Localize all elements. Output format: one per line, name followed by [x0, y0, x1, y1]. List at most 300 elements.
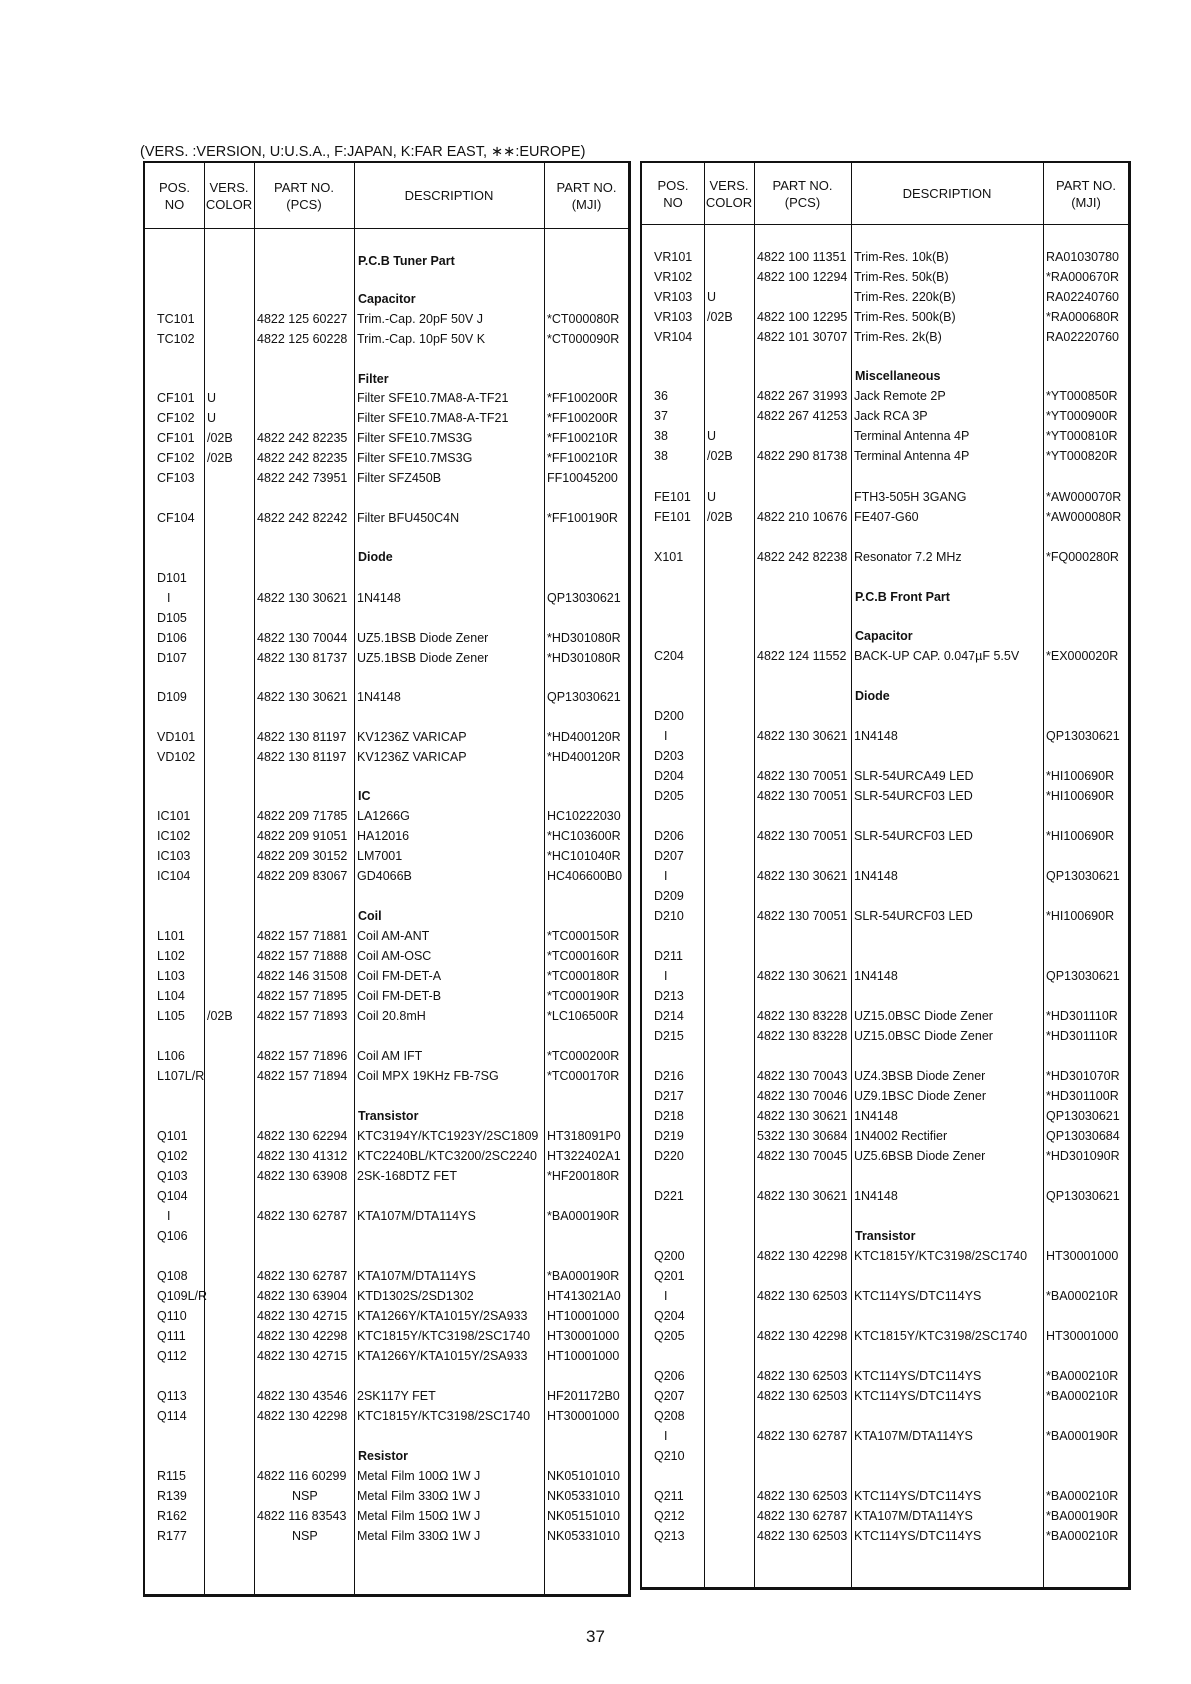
- cell-mji: *YT000820R: [1046, 449, 1118, 463]
- cell-desc: 1N4148: [854, 869, 898, 883]
- cell-mji: HT413021A0: [547, 1289, 621, 1303]
- header-pos: POS. NO: [657, 177, 689, 210]
- cell-pcs: 4822 146 31508: [257, 969, 348, 983]
- cell-pcs: 4822 116 60299: [257, 1469, 347, 1483]
- table-row: [145, 608, 628, 628]
- cell-mji: *FF100210R: [547, 451, 618, 465]
- cell-mji: *HD301100R: [1046, 1089, 1119, 1103]
- cell-pos: Q109L/R: [157, 1289, 208, 1303]
- table-row: [642, 1506, 1128, 1526]
- table-row: [642, 487, 1128, 507]
- cell-pos: Q213: [654, 1529, 685, 1543]
- right-parts-table: [640, 161, 1131, 1590]
- cell-desc: Filter BFU450C4N: [357, 511, 460, 525]
- table-row: [642, 786, 1128, 806]
- cell-mji: *FF100210R: [547, 431, 618, 445]
- cell-mji: *BA000210R: [1046, 1529, 1119, 1543]
- cell-pos: D217: [654, 1089, 684, 1103]
- cell-pcs: 4822 130 30621: [757, 1109, 848, 1123]
- cell-mji: *HD301110R: [1046, 1009, 1118, 1023]
- cell-mji: *TC000190R: [547, 989, 620, 1003]
- table-row: [642, 1006, 1128, 1026]
- cell-pos: D107: [157, 651, 187, 665]
- table-row: [145, 687, 628, 707]
- table-row: [145, 1306, 628, 1326]
- cell-pcs: 4822 209 83067: [257, 869, 348, 883]
- table-row: [145, 1006, 628, 1026]
- section-header-row: [642, 366, 1128, 386]
- section-header-row: [642, 626, 1128, 646]
- cell-mji: *FF100200R: [547, 411, 618, 425]
- section-title: Filter: [358, 372, 389, 386]
- cell-desc: KTA107M/DTA114YS: [357, 1209, 476, 1223]
- cell-pcs: 4822 130 62503: [757, 1489, 848, 1503]
- section-header-row: [145, 786, 628, 806]
- table-row: [642, 1306, 1128, 1326]
- cell-desc: SLR-54URCA49 LED: [854, 769, 974, 783]
- table-row: [145, 1286, 628, 1306]
- cell-desc: Filter SFZ450B: [357, 471, 442, 485]
- cell-mji: RA02220760: [1046, 330, 1119, 344]
- cell-pos: R115: [157, 1469, 186, 1483]
- cell-pos: I: [664, 729, 668, 743]
- cell-mji: *BA000210R: [1046, 1369, 1119, 1383]
- cell-mji: *HD301110R: [1046, 1029, 1118, 1043]
- table-row: [642, 726, 1128, 746]
- table-row: [642, 1066, 1128, 1086]
- table-row: [642, 1186, 1128, 1206]
- cell-vers: U: [707, 490, 717, 504]
- cell-pos: L102: [157, 949, 185, 963]
- cell-mji: HT30001000: [547, 1409, 620, 1423]
- cell-pcs: 4822 290 81738: [757, 449, 848, 463]
- cell-mji: *TC000170R: [547, 1069, 620, 1083]
- section-title: IC: [358, 789, 371, 803]
- cell-pcs: 4822 130 70051: [757, 909, 848, 923]
- cell-mji: *BA000210R: [1046, 1489, 1119, 1503]
- cell-pcs: 4822 130 30621: [757, 729, 848, 743]
- cell-mji: *TC000160R: [547, 949, 620, 963]
- table-row: [145, 1226, 628, 1246]
- cell-pos: Q201: [654, 1269, 685, 1283]
- cell-mji: *HD301080R: [547, 631, 621, 645]
- cell-pos: VR103: [654, 310, 693, 324]
- cell-pos: TC101: [157, 312, 195, 326]
- cell-pcs: 4822 130 63908: [257, 1169, 348, 1183]
- cell-pcs: 4822 130 62503: [757, 1389, 848, 1403]
- section-title: Transistor: [855, 1229, 916, 1243]
- cell-pos: D101: [157, 571, 187, 585]
- cell-pos: VR101: [654, 250, 693, 264]
- cell-pos: Q208: [654, 1409, 685, 1423]
- header-pcs: PART NO. (PCS): [772, 177, 833, 210]
- cell-pcs: 4822 157 71888: [257, 949, 348, 963]
- table-row: [642, 1326, 1128, 1346]
- cell-pcs: 4822 157 71893: [257, 1009, 348, 1023]
- cell-desc: 1N4148: [854, 1189, 898, 1203]
- cell-desc: KTC114YS/DTC114YS: [854, 1489, 982, 1503]
- cell-mji: *BA000190R: [547, 1269, 620, 1283]
- table-row: [642, 386, 1128, 406]
- cell-desc: Trim.-Cap. 10pF 50V K: [357, 332, 486, 346]
- cell-desc: Filter SFE10.7MA8-A-TF21: [357, 411, 509, 425]
- cell-pos: D219: [654, 1129, 684, 1143]
- cell-desc: Coil FM-DET-B: [357, 989, 442, 1003]
- cell-mji: *FQ000280R: [1046, 550, 1119, 564]
- cell-desc: KV1236Z VARICAP: [357, 730, 467, 744]
- cell-pos: VD102: [157, 750, 196, 764]
- cell-desc: UZ5.6BSB Diode Zener: [854, 1149, 986, 1163]
- cell-pos: D106: [157, 631, 187, 645]
- table-row: [145, 628, 628, 648]
- table-row: [145, 727, 628, 747]
- section-header-row: [145, 906, 628, 926]
- right-table-header: [642, 163, 1128, 225]
- cell-pcs: NSP: [292, 1489, 318, 1503]
- cell-desc: 2SK117Y FET: [357, 1389, 436, 1403]
- cell-desc: Metal Film 330Ω 1W J: [357, 1529, 481, 1543]
- cell-mji: *YT000810R: [1046, 429, 1118, 443]
- cell-mji: *CT000090R: [547, 332, 620, 346]
- cell-pos: CF102: [157, 451, 195, 465]
- cell-desc: KTA107M/DTA114YS: [854, 1429, 973, 1443]
- left-table-header: [145, 163, 628, 229]
- cell-vers: U: [207, 411, 217, 425]
- cell-pcs: 4822 130 42298: [757, 1329, 848, 1343]
- cell-pcs: 4822 130 30621: [257, 690, 348, 704]
- cell-mji: *HI100690R: [1046, 909, 1115, 923]
- cell-vers: U: [207, 391, 217, 405]
- cell-desc: Jack RCA 3P: [854, 409, 928, 423]
- cell-pcs: 4822 209 71785: [257, 809, 348, 823]
- cell-mji: NK05331010: [547, 1529, 620, 1543]
- cell-vers: U: [707, 429, 717, 443]
- table-row: [145, 388, 628, 408]
- table-row: [145, 926, 628, 946]
- cell-pcs: 4822 130 81197: [257, 750, 347, 764]
- section-title: Capacitor: [855, 629, 913, 643]
- cell-mji: *HI100690R: [1046, 769, 1115, 783]
- table-row: [145, 648, 628, 668]
- cell-desc: KTD1302S/2SD1302: [357, 1289, 474, 1303]
- cell-mji: *HF200180R: [547, 1169, 620, 1183]
- table-row: [642, 826, 1128, 846]
- table-row: [642, 886, 1128, 906]
- cell-pos: L104: [157, 989, 185, 1003]
- cell-pcs: 4822 130 83228: [757, 1029, 848, 1043]
- cell-desc: 1N4002 Rectifier: [854, 1129, 948, 1143]
- table-row: [145, 309, 628, 329]
- cell-pos: TC102: [157, 332, 195, 346]
- cell-vers: /02B: [707, 310, 733, 324]
- cell-mji: HT10001000: [547, 1349, 620, 1363]
- cell-mji: QP13030621: [1046, 869, 1120, 883]
- cell-desc: KTC1815Y/KTC3198/2SC1740: [854, 1249, 1028, 1263]
- cell-pos: Q211: [654, 1489, 684, 1503]
- cell-pos: 38: [654, 449, 668, 463]
- cell-mji: *YT000850R: [1046, 389, 1118, 403]
- table-row: [642, 1106, 1128, 1126]
- cell-pos: I: [664, 1289, 668, 1303]
- table-row: [642, 247, 1128, 267]
- cell-desc: SLR-54URCF03 LED: [854, 909, 973, 923]
- cell-mji: *HD400120R: [547, 730, 621, 744]
- cell-pos: C204: [654, 649, 684, 663]
- cell-pos: D220: [654, 1149, 684, 1163]
- cell-pos: Q204: [654, 1309, 685, 1323]
- cell-pcs: 4822 100 12295: [757, 310, 848, 324]
- cell-pcs: 4822 116 83543: [257, 1509, 347, 1523]
- cell-mji: *RA000670R: [1046, 270, 1119, 284]
- cell-pcs: 5322 130 30684: [757, 1129, 848, 1143]
- cell-desc: HA12016: [357, 829, 410, 843]
- cell-mji: *HD301090R: [1046, 1149, 1120, 1163]
- cell-pcs: 4822 125 60228: [257, 332, 348, 346]
- cell-pcs: 4822 130 81197: [257, 730, 347, 744]
- cell-mji: *BA000190R: [547, 1209, 620, 1223]
- cell-pcs: 4822 125 60227: [257, 312, 348, 326]
- section-header-row: [145, 1446, 628, 1466]
- cell-pos: I: [167, 591, 171, 605]
- cell-mji: QP13030621: [1046, 969, 1120, 983]
- cell-pcs: 4822 157 71881: [257, 929, 348, 943]
- cell-mji: *BA000210R: [1046, 1289, 1119, 1303]
- table-row: [642, 1266, 1128, 1286]
- cell-desc: Trim-Res. 500k(B): [854, 310, 956, 324]
- cell-desc: KTC1815Y/KTC3198/2SC1740: [357, 1329, 531, 1343]
- cell-pcs: 4822 242 82242: [257, 511, 348, 525]
- cell-pcs: 4822 130 83228: [757, 1009, 848, 1023]
- cell-desc: Trim-Res. 50k(B): [854, 270, 949, 284]
- table-row: [145, 448, 628, 468]
- cell-desc: KTA107M/DTA114YS: [357, 1269, 476, 1283]
- cell-pos: Q102: [157, 1149, 188, 1163]
- table-row: [642, 866, 1128, 886]
- cell-pos: Q106: [157, 1229, 188, 1243]
- table-row: [145, 966, 628, 986]
- cell-pcs: 4822 130 62787: [257, 1209, 348, 1223]
- cell-desc: Metal Film 150Ω 1W J: [357, 1509, 481, 1523]
- section-title: Capacitor: [358, 292, 416, 306]
- table-row: [642, 1386, 1128, 1406]
- table-row: [642, 307, 1128, 327]
- cell-desc: UZ5.1BSB Diode Zener: [357, 651, 489, 665]
- header-pcs: PART NO. (PCS): [274, 179, 334, 212]
- cell-desc: Filter SFE10.7MA8-A-TF21: [357, 391, 509, 405]
- cell-desc: Coil MPX 19KHz FB-7SG: [357, 1069, 499, 1083]
- cell-pos: VD101: [157, 730, 196, 744]
- table-row: [642, 966, 1128, 986]
- cell-pcs: 4822 130 62294: [257, 1129, 348, 1143]
- cell-desc: Terminal Antenna 4P: [854, 449, 970, 463]
- table-row: [145, 1406, 628, 1426]
- cell-desc: GD4066B: [357, 869, 412, 883]
- cell-pcs: 4822 210 10676: [757, 510, 848, 524]
- cell-pcs: 4822 242 82238: [757, 550, 848, 564]
- cell-pcs: 4822 130 70051: [757, 789, 848, 803]
- table-row: [145, 468, 628, 488]
- cell-desc: Terminal Antenna 4P: [854, 429, 970, 443]
- cell-mji: QP13030621: [547, 690, 621, 704]
- cell-pos: 38: [654, 429, 668, 443]
- cell-desc: Coil AM-ANT: [357, 929, 430, 943]
- cell-mji: QP13030684: [1046, 1129, 1120, 1143]
- cell-pcs: 4822 267 31993: [757, 389, 848, 403]
- header-pos: POS. NO: [158, 179, 191, 212]
- cell-pcs: 4822 242 73951: [257, 471, 348, 485]
- cell-desc: Trim-Res. 10k(B): [854, 250, 949, 264]
- cell-desc: Trim-Res. 220k(B): [854, 290, 956, 304]
- cell-pos: FE101: [654, 510, 691, 524]
- cell-pos: CF103: [157, 471, 195, 485]
- table-row: [145, 826, 628, 846]
- table-row: [642, 327, 1128, 347]
- cell-desc: SLR-54URCF03 LED: [854, 789, 973, 803]
- cell-desc: KTA1266Y/KTA1015Y/2SA933: [357, 1349, 528, 1363]
- cell-pos: D210: [654, 909, 684, 923]
- cell-mji: HF201172B0: [547, 1389, 620, 1403]
- cell-pos: R162: [157, 1509, 187, 1523]
- cell-desc: 1N4148: [854, 969, 898, 983]
- cell-pos: Q200: [654, 1249, 685, 1263]
- cell-vers: /02B: [207, 431, 233, 445]
- cell-mji: HT318091P0: [547, 1129, 621, 1143]
- cell-pos: VR104: [654, 330, 693, 344]
- cell-desc: KV1236Z VARICAP: [357, 750, 467, 764]
- cell-mji: *BA000190R: [1046, 1429, 1119, 1443]
- cell-desc: UZ15.0BSC Diode Zener: [854, 1009, 993, 1023]
- cell-pcs: 4822 130 62503: [757, 1369, 848, 1383]
- cell-desc: KTC114YS/DTC114YS: [854, 1289, 982, 1303]
- cell-pos: I: [664, 869, 668, 883]
- cell-pos: CF101: [157, 391, 195, 405]
- cell-mji: HT30001000: [547, 1329, 620, 1343]
- cell-desc: Filter SFE10.7MS3G: [357, 451, 473, 465]
- cell-pcs: 4822 130 30621: [757, 1189, 848, 1203]
- cell-pos: D204: [654, 769, 684, 783]
- table-row: [642, 1446, 1128, 1466]
- cell-pcs: 4822 130 81737: [257, 651, 348, 665]
- table-row: [145, 1526, 628, 1546]
- cell-pcs: 4822 267 41253: [757, 409, 848, 423]
- cell-desc: KTC1815Y/KTC3198/2SC1740: [854, 1329, 1028, 1343]
- header-desc: DESCRIPTION: [902, 186, 992, 201]
- cell-mji: *CT000080R: [547, 312, 620, 326]
- cell-pos: D213: [654, 989, 684, 1003]
- header-desc: DESCRIPTION: [404, 188, 494, 203]
- cell-mji: *FF100200R: [547, 391, 618, 405]
- cell-pos: L107L/R: [157, 1069, 205, 1083]
- cell-pos: Q110: [157, 1309, 187, 1323]
- cell-pcs: 4822 130 43546: [257, 1389, 348, 1403]
- cell-pcs: 4822 100 12294: [757, 270, 848, 284]
- cell-desc: 2SK-168DTZ FET: [357, 1169, 458, 1183]
- table-row: [145, 1126, 628, 1146]
- header-mji: PART NO. (MJI): [556, 179, 617, 212]
- table-row: [145, 1346, 628, 1366]
- cell-pcs: 4822 242 82235: [257, 431, 348, 445]
- cell-pos: D215: [654, 1029, 684, 1043]
- cell-pcs: 4822 100 11351: [757, 250, 847, 264]
- cell-pos: VR103: [654, 290, 693, 304]
- table-row: [145, 747, 628, 767]
- cell-mji: HC10222030: [547, 809, 621, 823]
- cell-pcs: 4822 130 62787: [757, 1429, 848, 1443]
- cell-mji: *RA000680R: [1046, 310, 1119, 324]
- cell-pcs: 4822 130 70043: [757, 1069, 848, 1083]
- cell-pcs: 4822 130 63904: [257, 1289, 348, 1303]
- table-row: [145, 806, 628, 826]
- cell-mji: HT30001000: [1046, 1329, 1119, 1343]
- table-row: [642, 1126, 1128, 1146]
- table-row: [642, 766, 1128, 786]
- cell-desc: 1N4148: [357, 591, 401, 605]
- header-mji: PART NO. (MJI): [1056, 177, 1116, 210]
- cell-desc: Coil 20.8mH: [357, 1009, 426, 1023]
- cell-pos: Q112: [157, 1349, 187, 1363]
- cell-pos: Q114: [157, 1409, 187, 1423]
- section-header-row: [145, 289, 628, 309]
- section-header-row: [145, 1106, 628, 1126]
- cell-pcs: 4822 157 71895: [257, 989, 348, 1003]
- cell-mji: HT10001000: [547, 1309, 620, 1323]
- cell-mji: *TC000150R: [547, 929, 620, 943]
- cell-desc: KTA1266Y/KTA1015Y/2SA933: [357, 1309, 528, 1323]
- cell-pos: L106: [157, 1049, 185, 1063]
- section-title: Diode: [358, 550, 393, 564]
- cell-mji: RA01030780: [1046, 250, 1119, 264]
- cell-desc: Jack Remote 2P: [854, 389, 946, 403]
- cell-pcs: 4822 130 30621: [757, 869, 848, 883]
- cell-desc: Coil AM-OSC: [357, 949, 432, 963]
- cell-pos: VR102: [654, 270, 693, 284]
- cell-desc: KTC114YS/DTC114YS: [854, 1369, 982, 1383]
- cell-pcs: 4822 157 71896: [257, 1049, 348, 1063]
- table-row: [145, 1066, 628, 1086]
- cell-mji: FF10045200: [547, 471, 618, 485]
- table-row: [145, 508, 628, 528]
- cell-mji: *HI100690R: [1046, 789, 1115, 803]
- section-title: Coil: [358, 909, 382, 923]
- cell-pos: D109: [157, 690, 187, 704]
- cell-pos: Q206: [654, 1369, 685, 1383]
- table-row: [145, 329, 628, 349]
- table-row: [145, 1326, 628, 1346]
- cell-mji: *BA000190R: [1046, 1509, 1119, 1523]
- table-row: [145, 408, 628, 428]
- section-title: Miscellaneous: [855, 369, 941, 383]
- table-row: [642, 846, 1128, 866]
- cell-pcs: 4822 130 70051: [757, 829, 848, 843]
- table-row: [642, 986, 1128, 1006]
- table-row: [145, 846, 628, 866]
- cell-pcs: 4822 209 91051: [257, 829, 348, 843]
- cell-pcs: 4822 130 62787: [257, 1269, 348, 1283]
- cell-desc: Coil FM-DET-A: [357, 969, 442, 983]
- cell-pos: I: [664, 969, 668, 983]
- section-header-row: [642, 1226, 1128, 1246]
- cell-desc: KTA107M/DTA114YS: [854, 1509, 973, 1523]
- cell-pos: D221: [654, 1189, 684, 1203]
- cell-pos: 37: [654, 409, 668, 423]
- cell-pcs: 4822 130 62503: [757, 1529, 848, 1543]
- cell-pcs: 4822 130 62787: [757, 1509, 848, 1523]
- cell-mji: *AW000080R: [1046, 510, 1122, 524]
- cell-pcs: 4822 130 42715: [257, 1349, 348, 1363]
- table-row: [642, 1426, 1128, 1446]
- cell-pos: I: [167, 1209, 171, 1223]
- cell-mji: *HC101040R: [547, 849, 621, 863]
